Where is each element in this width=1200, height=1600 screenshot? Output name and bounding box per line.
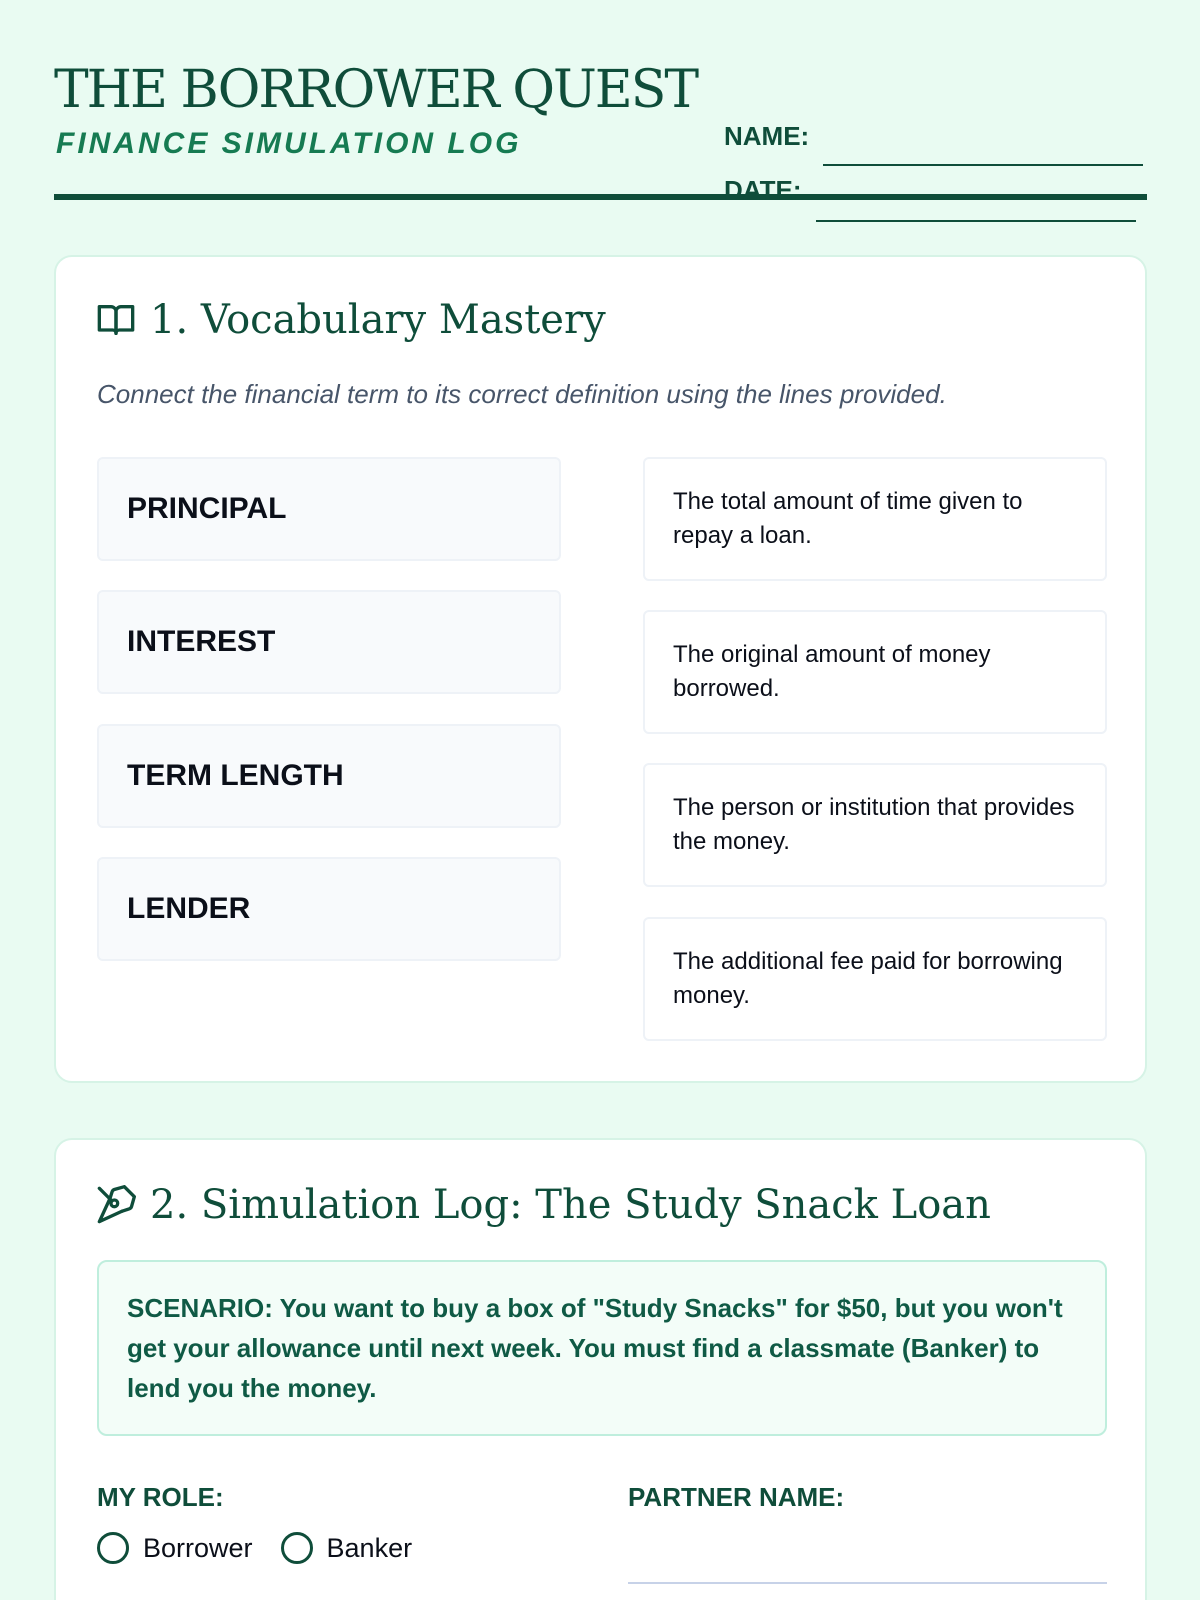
simulation-section-title <box>96 1182 991 1228</box>
book-icon <box>96 300 136 340</box>
radio-borrower-label: Borrower <box>143 1532 253 1563</box>
scenario-box: SCENARIO: You want to buy a box of "Study Snacks" for $50, but you won't get your allowance until next week. You must find a classmate (Banker) to lend you the money. <box>97 1260 1107 1436</box>
vocabulary-card <box>54 255 1147 1083</box>
radio-banker[interactable] <box>281 1532 413 1564</box>
radio-borrower[interactable] <box>97 1532 253 1564</box>
page-title: THE BORROWER QUEST <box>54 60 698 120</box>
term-term-length[interactable]: TERM LENGTH <box>97 724 561 828</box>
name-label: NAME: <box>724 121 810 151</box>
date-label: DATE: <box>724 175 802 205</box>
definition-item[interactable]: The person or institution that provides the money. <box>643 763 1107 887</box>
definition-item[interactable]: The total amount of time given to repay a loan. <box>643 457 1107 581</box>
role-label: MY ROLE: <box>97 1482 224 1512</box>
worksheet-header <box>54 55 1147 205</box>
vocabulary-title: 1. Vocabulary Mastery <box>150 297 606 343</box>
pen-icon <box>96 1185 136 1225</box>
radio-banker-label: Banker <box>326 1532 413 1563</box>
partner-name-label: PARTNER NAME: <box>628 1482 845 1512</box>
term-interest[interactable]: INTEREST <box>97 590 561 694</box>
definition-item[interactable]: The original amount of money borrowed. <box>643 610 1107 734</box>
radio-circle-icon[interactable] <box>97 1532 129 1564</box>
definition-item[interactable]: The additional fee paid for borrowing money. <box>643 917 1107 1041</box>
radio-circle-icon[interactable] <box>281 1532 313 1564</box>
page-subtitle: FINANCE SIMULATION LOG <box>56 127 522 160</box>
vocabulary-section-title <box>96 297 606 343</box>
term-principal[interactable]: PRINCIPAL <box>97 457 561 561</box>
term-lender[interactable]: LENDER <box>97 857 561 961</box>
role-options <box>97 1532 426 1564</box>
simulation-title: 2. Simulation Log: The Study Snack Loan <box>150 1182 991 1228</box>
name-line[interactable] <box>823 164 1143 166</box>
partner-name-line[interactable] <box>628 1582 1107 1584</box>
date-field[interactable] <box>724 175 1136 206</box>
date-line[interactable] <box>816 220 1136 222</box>
simulation-card <box>54 1138 1147 1600</box>
vocabulary-instructions: Connect the financial term to its correct definition using the lines provided. <box>97 379 947 409</box>
name-field[interactable] <box>724 121 1143 152</box>
